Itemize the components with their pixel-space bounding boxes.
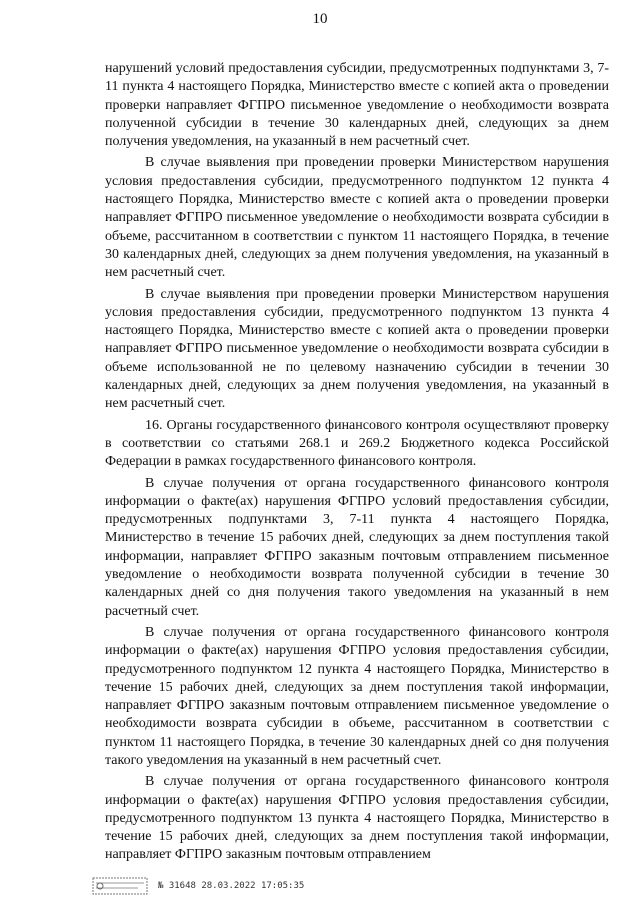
- document-footer: [92, 875, 304, 897]
- paragraph: В случае получения от органа государственного финансового контроля информации о факте(ах) нарушения ФГПРО условия предоставления субсидии, предусмотренного подпунктом 13 пункта 4 настоящего Порядка, Министерство в течение 15 рабочих дней, следующих за днем поступления такой информации, направляет ФГПРО заказным почтовым отправлением: [105, 774, 609, 863]
- paragraph: 16. Органы государственного финансового контроля осуществляют проверку в соответствии со статьями 268.1 и 269.2 Бюджетного кодекса Российской Федерации в рамках государственного финансового контроля.: [105, 417, 609, 470]
- document-body: [105, 60, 609, 868]
- paragraph: В случае выявления при проведении проверки Министерством нарушения условия предоставления субсидии, предусмотренного подпунктом 12 пункта 4 настоящего Порядка, Министерство вместе с копией акта о проведении проверки направляет ФГПРО письменное уведомление о необходимости возврата субсидии в объеме, рассчитанном в соответствии с пунктом 11 настоящего Порядка, в течение 30 календарных дней, следующих за днем получения уведомления, на указанный в нем расчетный счет.: [105, 155, 609, 281]
- stamp-emblem-icon: [92, 876, 148, 896]
- paragraph: нарушений условий предоставления субсидии, предусмотренных подпунктами 3, 7-11 пункта 4 настоящего Порядка, Министерство вместе с копией акта о проведении проверки направляет ФГПРО письменное уведомление о необходимости возврата полученной субсидии в течение 30 календарных дней, следующих за днем получения уведомления, на указанный в нем расчетный счет.: [105, 61, 609, 150]
- paragraph: В случае выявления при проведении проверки Министерством нарушения условия предоставления субсидии, предусмотренного подпунктом 13 пункта 4 настоящего Порядка, Министерство вместе с копией акта о проведении проверки направляет ФГПРО письменное уведомление о необходимости возврата субсидии в объеме использованной не по целевому назначению субсидии в течении 30 календарных дней, следующих за днем получения уведомления, на указанный в нем расчетный счет.: [105, 286, 609, 412]
- government-stamp-logo: [92, 876, 148, 896]
- paragraph: В случае получения от органа государственного финансового контроля информации о факте(ах) нарушения ФГПРО условий предоставления субсидии, предусмотренных подпунктами 3, 7-11 пункта 4 настоящего Порядка, Министерство в течение 15 рабочих дней, следующих за днем поступления такой информации, направляет ФГПРО заказным почтовым отправлением письменное уведомление о необходимости возврата полученной субсидии в течение 30 календарных дней со дня получения такого уведомления на указанный в нем расчетный счет.: [105, 475, 609, 619]
- document-registration-id: № 31648 28.03.2022 17:05:35: [158, 881, 305, 891]
- paragraph: В случае получения от органа государственного финансового контроля информации о факте(ах) нарушения ФГПРО условия предоставления субсидии, предусмотренного подпунктом 12 пункта 4 настоящего Порядка, Министерство в течение 15 рабочих дней, следующих за днем поступления такой информации, направляет ФГПРО заказным почтовым отправлением письменное уведомление о необходимости возврата субсидии в объеме, рассчитанном в соответствии с пунктом 11 настоящего Порядка, в течение 30 календарных дней со дня получения такого уведомления на указанный в нем расчетный счет.: [105, 624, 609, 768]
- page-number: 10: [312, 11, 328, 27]
